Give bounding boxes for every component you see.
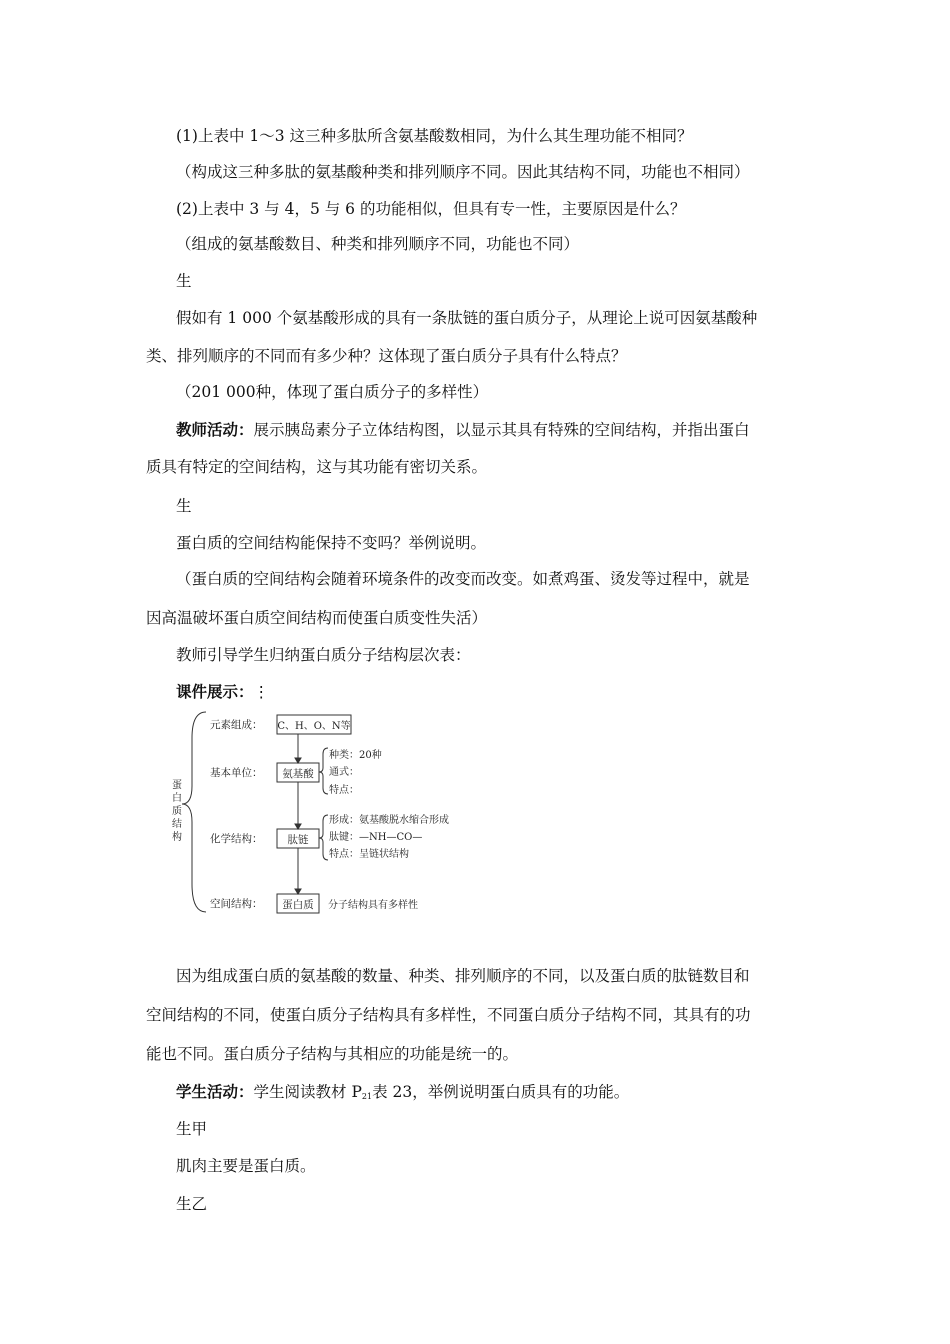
courseware-label: 课件展示：: [176, 683, 254, 701]
row-label-spatial: 空间结构：: [210, 898, 263, 910]
box-elements-text: C、H、O、N等: [277, 721, 351, 732]
speaker-student-b: 生乙: [176, 1195, 208, 1213]
chain-note-bond: 肽键：—NH—CO—: [329, 832, 423, 843]
unit-brace: [319, 748, 328, 794]
row-label-unit: 基本单位：: [210, 767, 263, 779]
row-label-chemical: 化学结构：: [210, 833, 263, 845]
answer-3: （201 000种，体现了蛋白质分子的多样性）: [176, 383, 489, 401]
flow-arrows: [295, 734, 301, 894]
teacher-activity-line-2: 质具有特定的空间结构，这与其功能有密切关系。: [146, 458, 488, 476]
teacher-activity-label: 教师活动：: [176, 421, 254, 439]
chain-brace: [319, 815, 328, 860]
speaker-student-2: 生: [176, 497, 192, 515]
courseware-line: [176, 682, 269, 702]
answer-5: 肌肉主要是蛋白质。: [176, 1157, 316, 1175]
root-char-a: 蛋: [172, 780, 182, 791]
answer-4-line-1: （蛋白质的空间结构会随着环境条件的改变而改变。如煮鸡蛋、烫发等过程中，就是: [176, 570, 750, 588]
root-char-d: 结: [172, 819, 182, 830]
student-activity-line: [176, 1082, 629, 1107]
speaker-student: 生: [176, 272, 192, 290]
box-peptide-chain-text: 肽链: [287, 834, 309, 846]
chain-note-feature: 特点：呈链状结构: [329, 849, 409, 860]
paragraph-2-line-3: 能也不同。蛋白质分子结构与其相应的功能是统一的。: [146, 1045, 519, 1063]
teacher-guide: 教师引导学生归纳蛋白质分子结构层次表：: [176, 646, 471, 664]
courseware-ellipsis: ⋮: [253, 683, 270, 701]
question-3: 蛋白质的空间结构能保持不变吗？举例说明。: [176, 534, 487, 552]
paragraph-2-line-1: 因为组成蛋白质的氨基酸的数量、种类、排列顺序的不同，以及蛋白质的肽链数目和: [176, 967, 750, 985]
teacher-activity-line-1: [176, 420, 750, 440]
paragraph-1-line-2: 类、排列顺序的不同而有多少种？这体现了蛋白质分子具有什么特点？: [146, 347, 627, 365]
root-char-b: 白: [172, 793, 182, 804]
question-1: (1)上表中 1～3 这三种多肽所含氨基酸数相同，为什么其生理功能不相同？: [176, 127, 693, 145]
box-amino-acid-text: 氨基酸: [282, 768, 314, 780]
answer-4-line-2: 因高温破坏蛋白质空间结构而使蛋白质变性失活）: [146, 609, 488, 627]
protein-structure-diagram: [170, 708, 480, 920]
row-label-elements: 元素组成：: [210, 719, 263, 731]
unit-note-formula: 通式：: [329, 767, 359, 778]
root-char-c: 质: [172, 806, 182, 817]
teacher-activity-text: 展示胰岛素分子立体结构图，以显示其具有特殊的空间结构，并指出蛋白: [253, 421, 750, 439]
answer-2: （组成的氨基酸数目、种类和排列顺序不同，功能也不同）: [176, 235, 580, 253]
unit-note-feature: 特点：: [329, 785, 359, 796]
chain-note-formation: 形成：氨基酸脱水缩合形成: [329, 815, 449, 826]
student-activity-text-1: 学生阅读教材 P: [253, 1083, 362, 1101]
unit-note-kind: 种类：20种: [329, 750, 382, 761]
protein-note: 分子结构具有多样性: [328, 900, 418, 911]
student-activity-text-2: 表 23，举例说明蛋白质具有的功能。: [372, 1083, 630, 1101]
paragraph-1-line-1: 假如有 1 000 个氨基酸形成的具有一条肽链的蛋白质分子，从理论上说可因氨基酸种: [176, 309, 758, 327]
box-protein-text: 蛋白质: [282, 899, 314, 911]
question-2: (2)上表中 3 与 4，5 与 6 的功能相似，但具有专一性，主要原因是什么？: [176, 200, 686, 218]
answer-1: （构成这三种多肽的氨基酸种类和排列顺序不同。因此其结构不同，功能也不相同）: [176, 163, 750, 181]
structure-brace: [182, 712, 206, 912]
speaker-student-a: 生甲: [176, 1120, 208, 1138]
student-activity-label: 学生活动：: [176, 1083, 254, 1101]
paragraph-2-line-2: 空间结构的不同，使蛋白质分子结构具有多样性，不同蛋白质分子结构不同，其具有的功: [146, 1006, 751, 1024]
student-activity-page-sub: 21: [361, 1092, 373, 1101]
root-char-e: 构: [172, 832, 182, 843]
